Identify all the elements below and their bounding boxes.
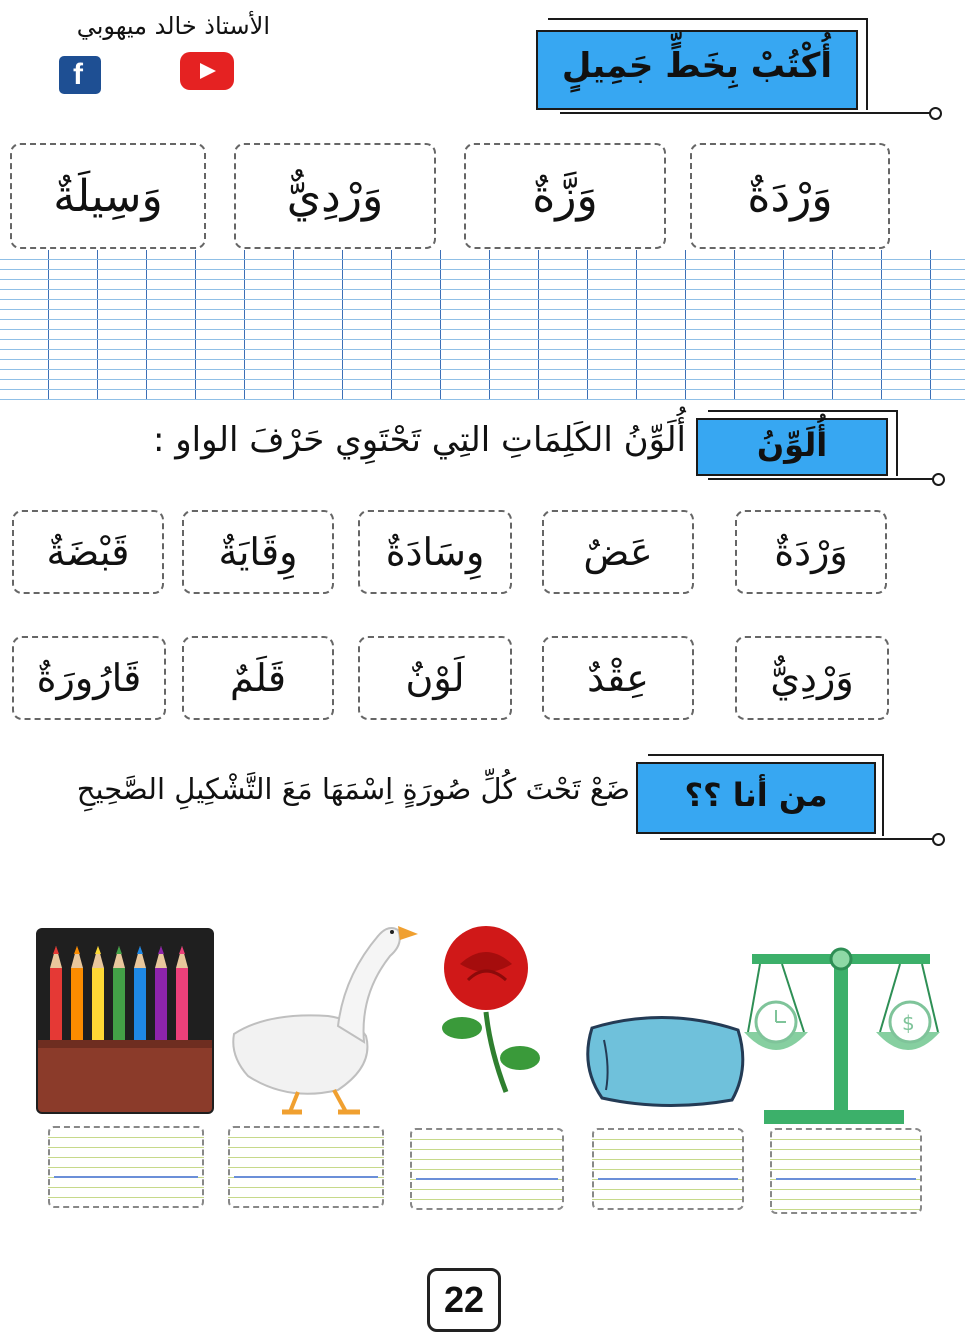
answer-box[interactable] xyxy=(48,1126,204,1208)
color-word[interactable]: قَبْضَةٌ xyxy=(12,510,164,594)
color-word[interactable]: وَرْدِيٌّ xyxy=(735,636,889,720)
answer-box[interactable] xyxy=(770,1128,922,1214)
facebook-icon[interactable]: f xyxy=(59,56,101,94)
line-end-dot xyxy=(932,833,945,846)
section3-instruction: ضَعْ تَحْتَ كُلِّ صُورَةٍ اِسْمَهَا مَعَ التَّشْكِيلِ الصَّحِيحِ xyxy=(76,772,630,806)
color-word[interactable]: قَارُورَةٌ xyxy=(12,636,166,720)
color-word[interactable]: لَوْنٌ xyxy=(358,636,512,720)
color-word[interactable]: وِسَادَةٌ xyxy=(358,510,512,594)
page-number: 22 xyxy=(427,1268,501,1332)
color-word[interactable]: وِقَايَةٌ xyxy=(182,510,334,594)
banner-underline xyxy=(708,478,934,480)
color-word[interactable]: عَضٌ xyxy=(542,510,694,594)
banner-underline xyxy=(660,838,936,840)
pillow-image xyxy=(580,1008,750,1108)
word-card: وَسِيلَةٌ xyxy=(10,143,206,249)
goose-image xyxy=(228,916,422,1118)
section1-title: أُكْتُبْ بِخَطٍّ جَمِيلٍ xyxy=(561,46,833,86)
answer-box[interactable] xyxy=(228,1126,384,1208)
colored-pencils-image xyxy=(36,928,214,1114)
section1-banner xyxy=(536,30,858,110)
color-word[interactable]: وَرْدَةٌ xyxy=(735,510,887,594)
section2-instruction: أُلَوِّنُ الكَلِمَاتِ التِي تَحْتَوِي حَرْفَ الواو : xyxy=(152,420,686,460)
word-card: وَزَّةٌ xyxy=(464,143,666,249)
teacher-name: الأستاذ خالد ميهوبي xyxy=(76,12,270,40)
answer-box[interactable] xyxy=(410,1128,564,1210)
word-card: وَرْدِيٌّ xyxy=(234,143,436,249)
writing-grid[interactable] xyxy=(0,250,965,400)
section3-banner xyxy=(636,762,876,834)
section2-title: أُلَوِّنُ xyxy=(756,426,828,464)
svg-text:$: $ xyxy=(902,1011,915,1035)
banner-underline xyxy=(560,112,932,114)
color-word[interactable]: قَلَمٌ xyxy=(182,636,334,720)
line-end-dot xyxy=(929,107,942,120)
answer-box[interactable] xyxy=(592,1128,744,1210)
word-card: وَرْدَةٌ xyxy=(690,143,890,249)
line-end-dot xyxy=(932,473,945,486)
rose-image xyxy=(428,920,546,1100)
scale-image xyxy=(742,940,942,1130)
color-word[interactable]: عِقْدٌ xyxy=(542,636,694,720)
section3-title: من أنا ؟؟ xyxy=(684,776,828,814)
youtube-icon[interactable] xyxy=(180,52,234,90)
section2-banner xyxy=(696,418,888,476)
